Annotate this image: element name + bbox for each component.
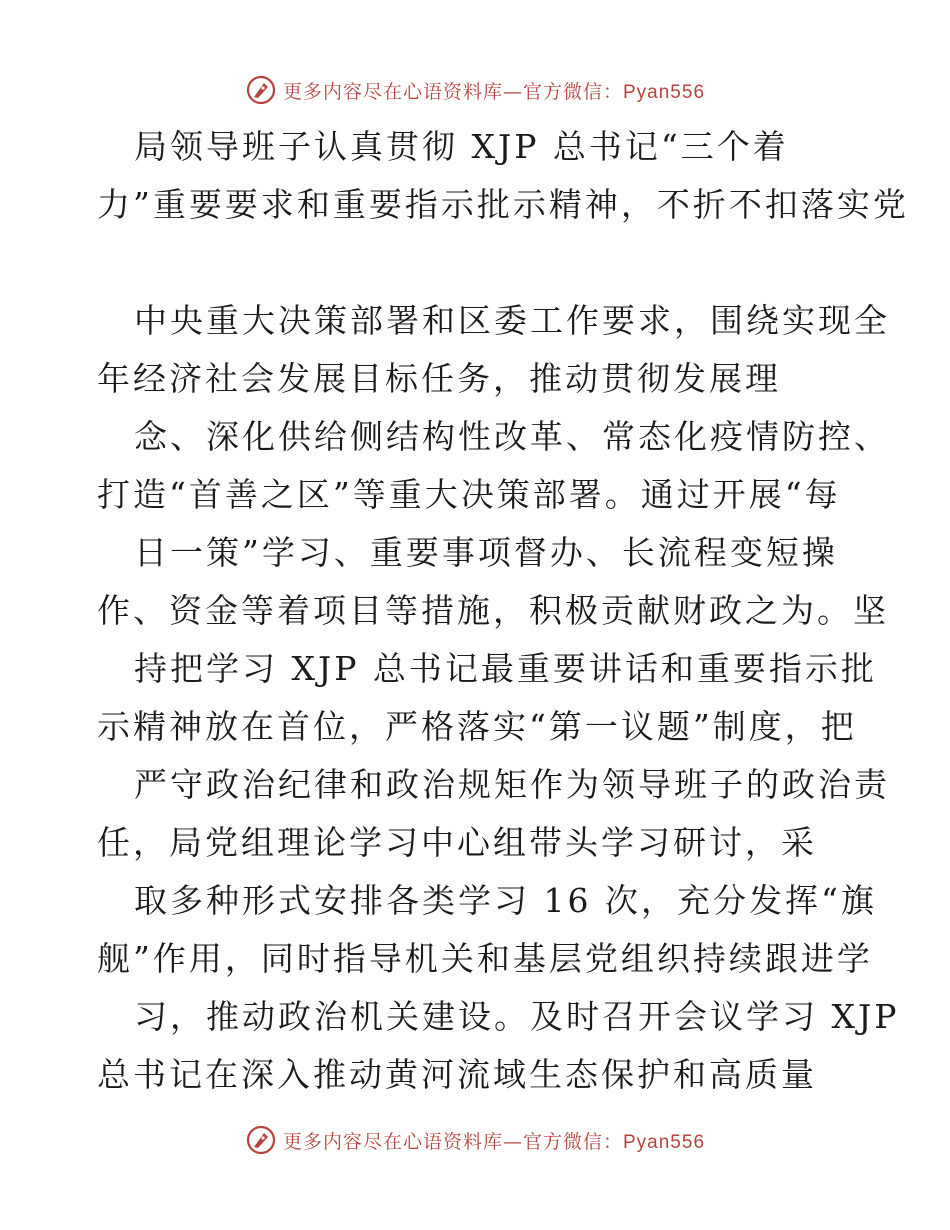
text-line: 持把学习 XJP 总书记最重要讲话和重要指示批 [134, 649, 877, 688]
text-line: 打造“首善之区”等重大决策部署。通过开展“每 [97, 475, 841, 514]
text-line: 力”重要要求和重要指示批示精神，不折不扣落实党 [97, 185, 909, 224]
pen-nib-circle-icon [245, 1124, 277, 1156]
text-line: 舰”作用，同时指导机关和基层党组织持续跟进学 [97, 939, 873, 978]
text-line: 中央重大决策部署和区委工作要求，围绕实现全 [134, 301, 890, 340]
text-line: 严守政治纪律和政治规矩作为领导班子的政治责 [134, 765, 890, 804]
text-line: 日一策”学习、重要事项督办、长流程变短操 [134, 533, 838, 572]
text-line: 取多种形式安排各类学习 16 次，充分发挥“旗 [134, 881, 877, 920]
watermark-text: 更多内容尽在心语资料库—官方微信：Pyan556 [282, 80, 706, 103]
text-line: 年经济社会发展目标任务，推动贯彻发展理 [97, 359, 781, 398]
text-line: 任，局党组理论学习中心组带头学习研讨，采 [97, 823, 817, 862]
header-watermark [0, 70, 950, 110]
pen-nib-circle-icon [245, 74, 277, 106]
watermark-text: 更多内容尽在心语资料库—官方微信：Pyan556 [282, 1130, 706, 1153]
text-line: 作、资金等着项目等措施，积极贡献财政之为。坚 [97, 591, 889, 630]
text-line: 总书记在深入推动黄河流域生态保护和高质量 [97, 1055, 817, 1094]
text-line: 示精神放在首位，严格落实“第一议题”制度，把 [97, 707, 857, 746]
footer-watermark [0, 1120, 950, 1160]
text-line: 习，推动政治机关建设。及时召开会议学习 XJP [134, 997, 900, 1036]
text-line: 念、深化供给侧结构性改革、常态化疫情防控、 [134, 417, 890, 456]
text-line: 局领导班子认真贯彻 XJP 总书记“三个着 [134, 127, 789, 166]
